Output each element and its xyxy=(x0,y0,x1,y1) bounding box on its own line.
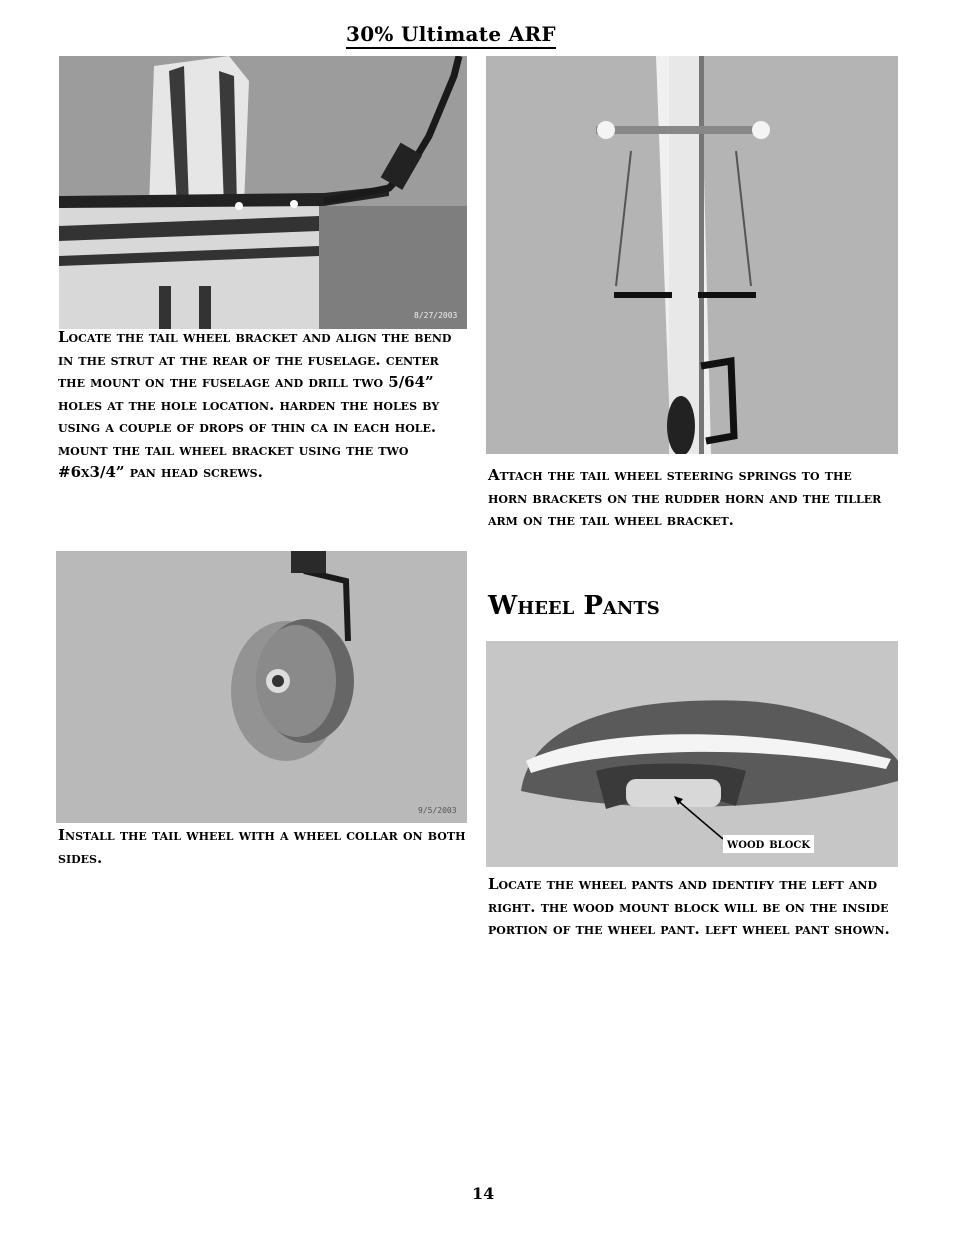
wood-block-label: wood block xyxy=(723,835,814,853)
header-title: 30% Ultimate ARF xyxy=(346,22,556,46)
caption-tail-wheel: Install the tail wheel with a wheel collar on both sides. xyxy=(58,826,466,867)
photo-tail-wheel xyxy=(56,551,467,823)
date-stamp-1: 8/27/2003 xyxy=(414,311,458,320)
photo-steering-springs xyxy=(486,56,898,454)
section-title: Wheel Pants xyxy=(488,591,660,621)
page-header xyxy=(346,22,556,49)
photo-wheel-pant xyxy=(486,641,898,867)
page-number: 14 xyxy=(472,1184,495,1203)
date-stamp-2: 9/5/2003 xyxy=(418,806,457,815)
tail-wheel-image xyxy=(56,551,467,823)
caption-tail-bracket: Locate the tail wheel bracket and align the bend in the strut at the rear of the fuselage. center the mount on the fuselage and drill two 5/64” holes at the hole location. harden the holes by using a couple of drops of thin ca in each hole. mount the tail wheel bracket using the two #6x3/4” pan head screws. xyxy=(58,328,452,481)
caption-steering-springs: attach the tail wheel steering springs to the horn brackets on the rudder horn and the tiller arm on the tail wheel bracket. xyxy=(488,466,882,529)
photo-tail-bracket xyxy=(59,56,467,329)
tail-bracket-image xyxy=(59,56,467,329)
steering-springs-image xyxy=(486,56,898,454)
caption-wheel-pants: Locate the wheel pants and identify the left and right. the wood mount block will be on the inside portion of the wheel pant. left wheel pant shown. xyxy=(488,875,890,938)
wheel-pant-image xyxy=(486,641,898,867)
